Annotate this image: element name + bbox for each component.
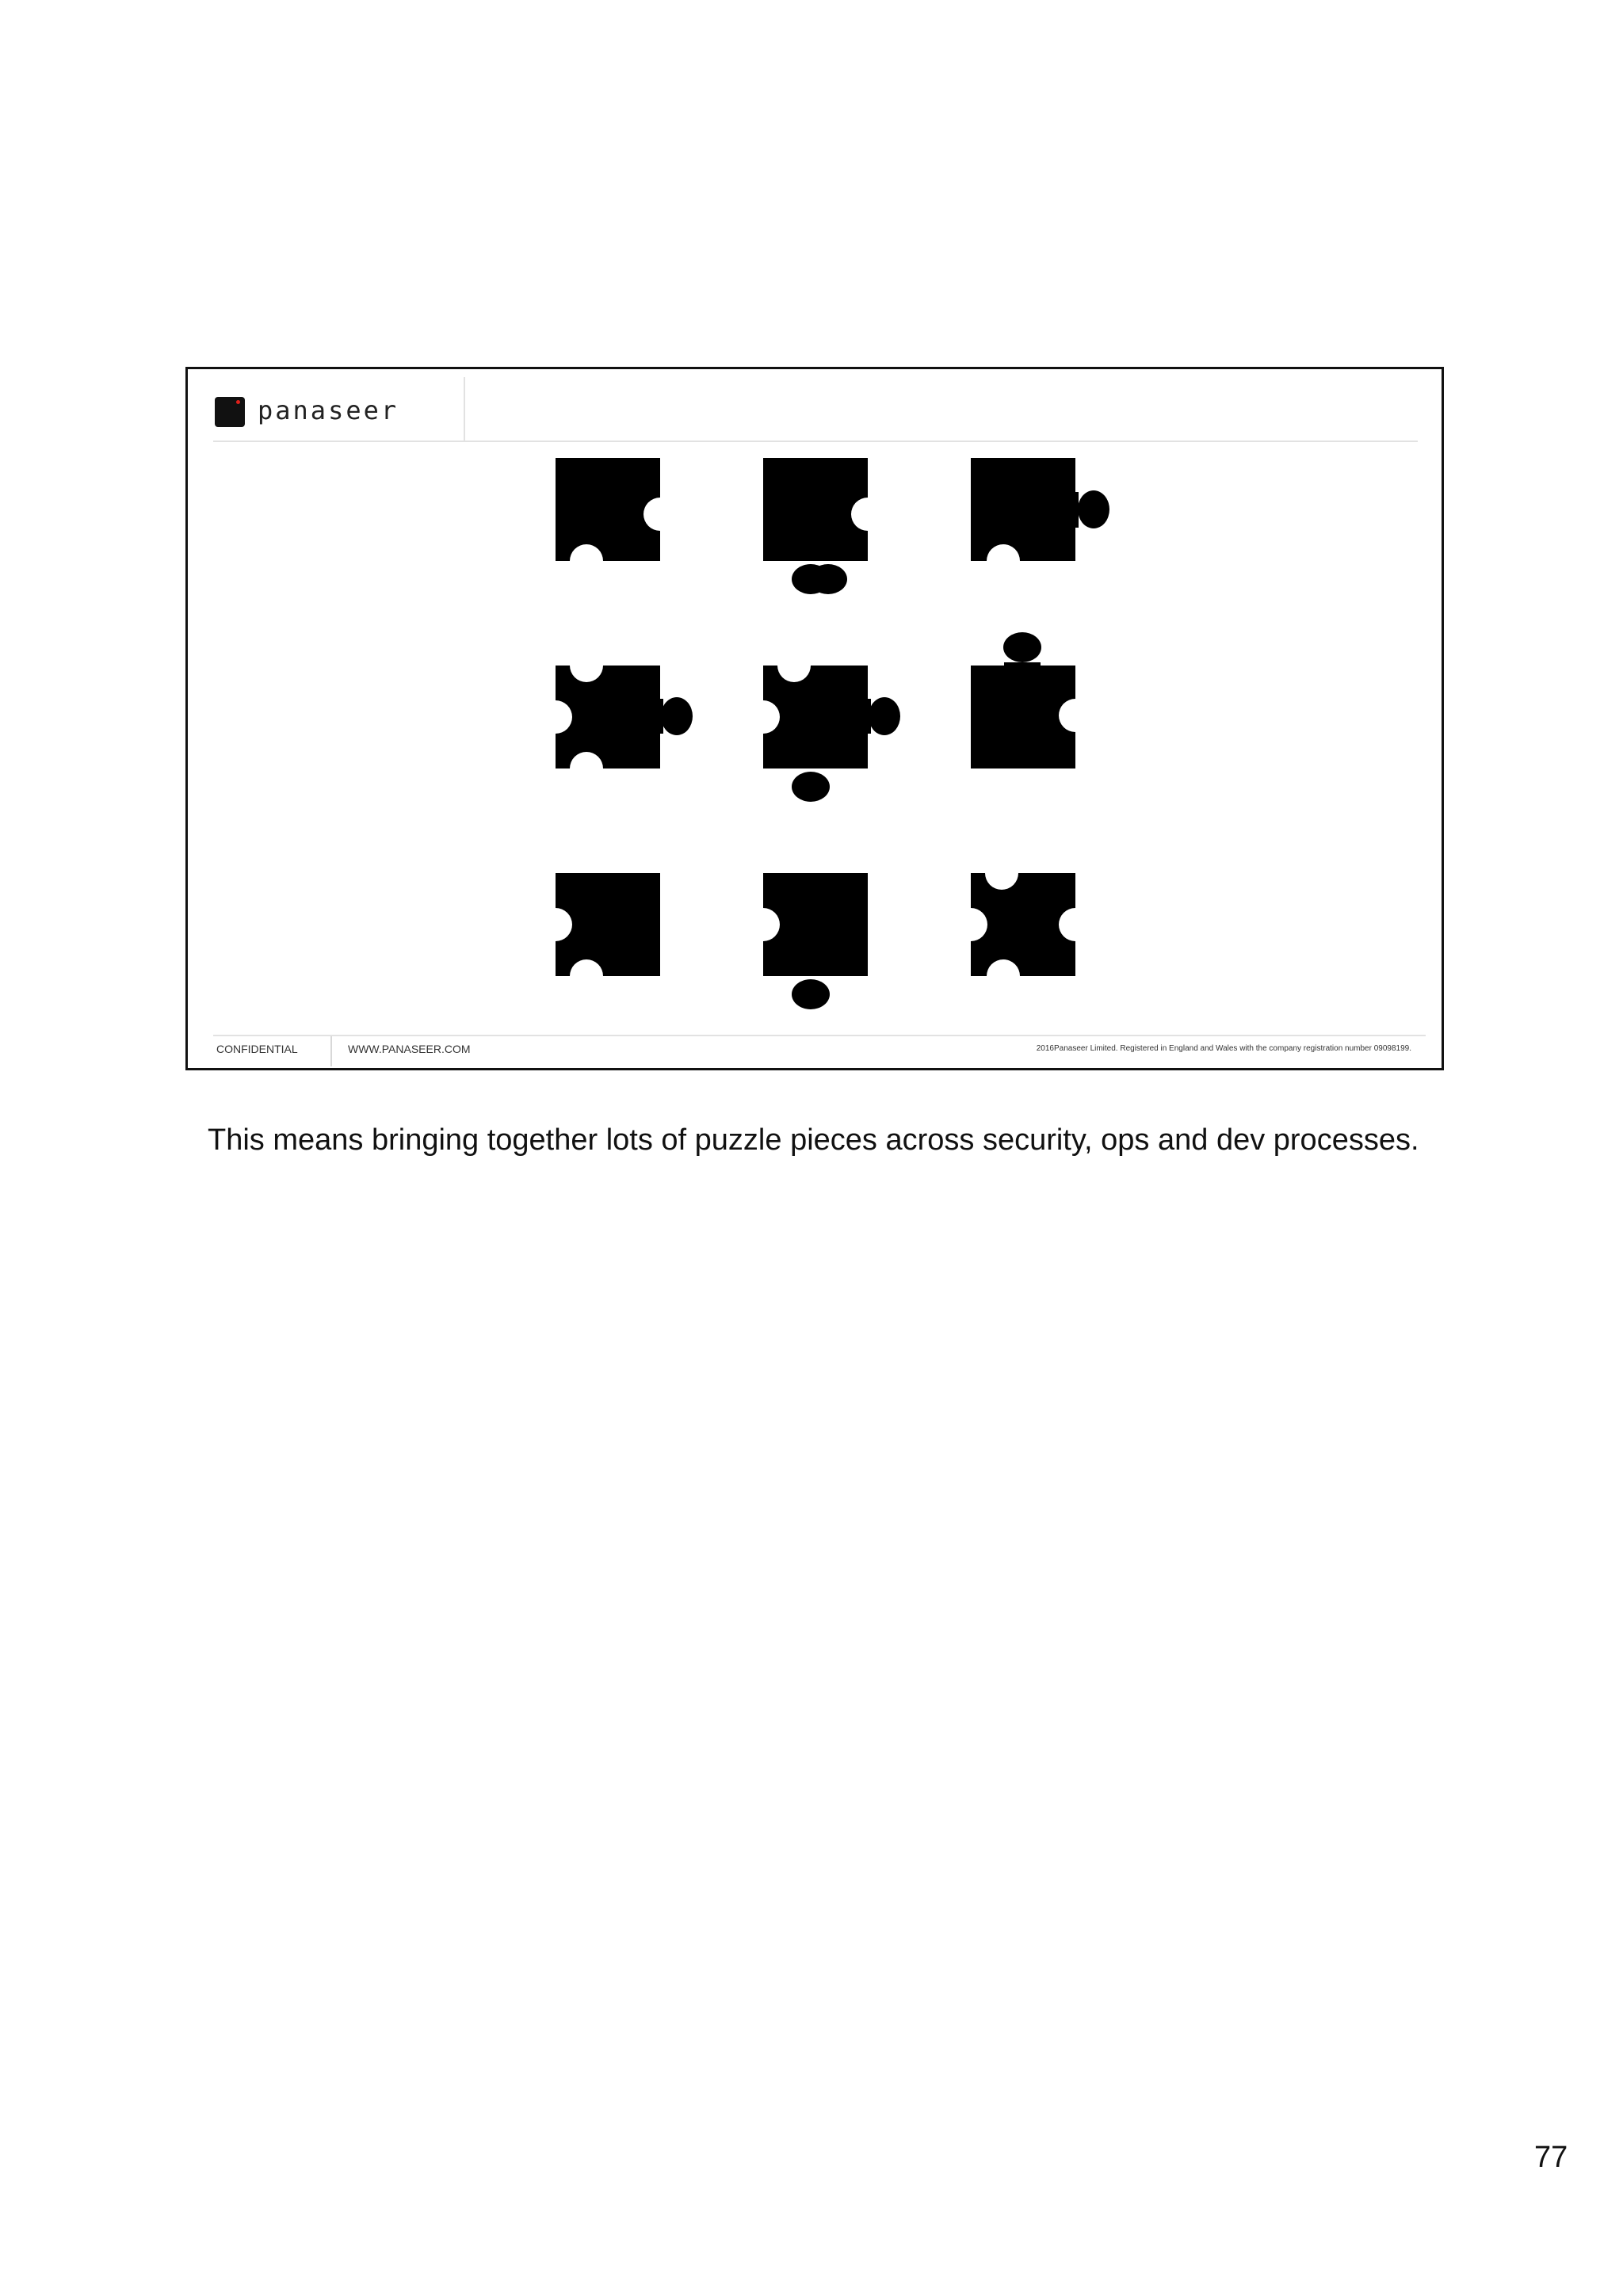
puzzle-pieces-graphic — [188, 369, 1442, 1068]
slide-footer — [213, 1035, 1426, 1068]
speaker-notes: This means bringing together lots of puzzle pieces across security, ops and dev processes. — [208, 1123, 1419, 1157]
logo-text: panaseer — [258, 395, 399, 425]
footer-legal-notice: 2016Panaseer Limited. Registered in England and Wales with the company registration number 09098199. — [1036, 1044, 1411, 1053]
puzzle-piece-icon — [556, 873, 660, 976]
puzzle-piece-icon — [971, 873, 1075, 976]
puzzle-piece-icon — [971, 458, 1109, 561]
footer-website: WWW.PANASEER.COM — [348, 1043, 471, 1055]
footer-divider — [330, 1036, 332, 1066]
puzzle-piece-icon — [763, 666, 900, 802]
puzzle-piece-icon — [763, 873, 868, 1009]
puzzle-piece-icon — [556, 666, 693, 769]
puzzle-piece-icon — [763, 458, 868, 594]
puzzle-piece-icon — [556, 458, 660, 561]
footer-confidential: CONFIDENTIAL — [216, 1043, 298, 1055]
puzzle-piece-icon — [971, 632, 1075, 769]
page-number: 77 — [1534, 2141, 1568, 2174]
slide-frame — [185, 367, 1444, 1070]
